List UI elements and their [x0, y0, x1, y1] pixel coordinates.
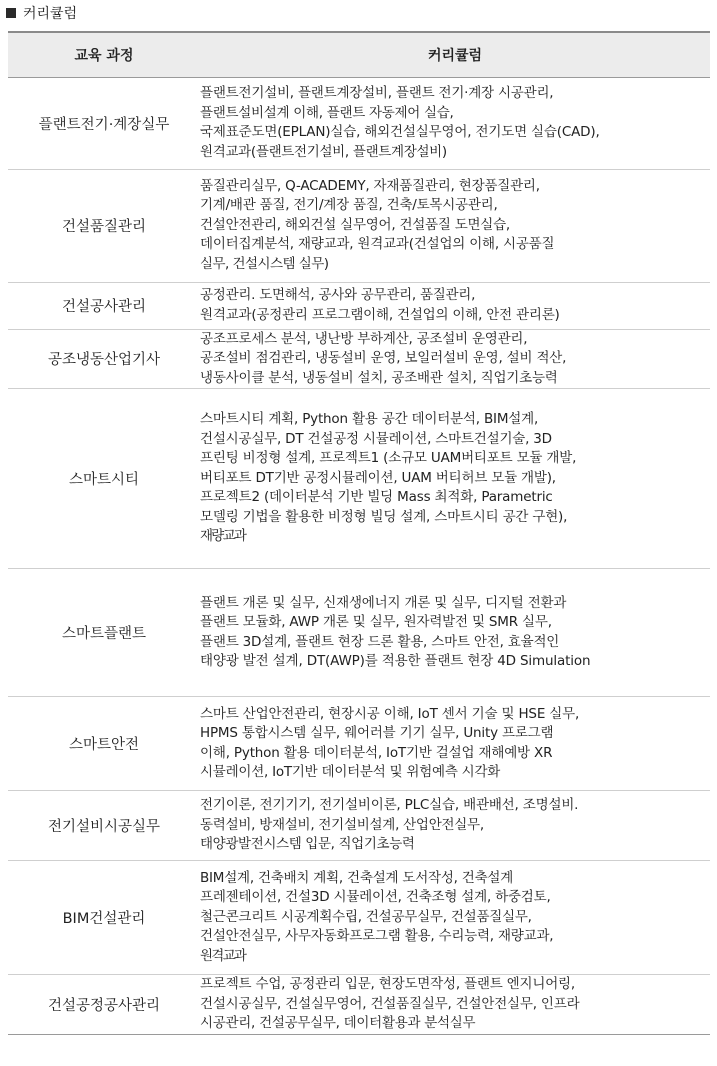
curriculum-cell: [200, 169, 710, 282]
curriculum-line: 버티포트 DT기반 공정시뮬레이션, UAM 버티허브 모듈 개발),: [200, 469, 556, 486]
curriculum-line: 품질관리실무, Q-ACADEMY, 자재품질관리, 현장품질관리,: [200, 177, 540, 194]
curriculum-line: 시공관리, 건설공무실무, 데이터활용과 분석실무: [200, 1015, 476, 1031]
curriculum-line: 스마트 산업안전관리, 현장시공 이해, IoT 센서 기술 및 HSE 실무,: [200, 705, 580, 722]
course-name: 건설품질관리: [8, 169, 200, 282]
course-name: 스마트플랜트: [8, 569, 200, 697]
curriculum-line: 이해, Python 활용 데이터분석, IoT기반 걸설업 재해예방 XR: [200, 744, 553, 761]
table-row: [8, 861, 710, 975]
curriculum-line: 원격교과(공정관리 프로그램이해, 건설업의 이해, 안전 관리론): [200, 306, 560, 323]
curriculum-line: 프레젠테이션, 건설3D 시뮬레이션, 건축조형 설계, 하중검토,: [200, 889, 551, 906]
course-name: 공조냉동산업기사: [8, 329, 200, 389]
curriculum-line: 플랜트 개론 및 실무, 신재생에너지 개론 및 실무, 디지털 전환과: [200, 594, 567, 611]
curriculum-line: BIM설계, 건축배치 계획, 건축설계 도서작성, 건축설계: [200, 869, 514, 886]
course-name: 플랜트전기·계장실무: [8, 77, 200, 169]
curriculum-line: 플랜트 3D설계, 플랜트 현장 드론 활용, 스마트 안전, 효율적인: [200, 633, 560, 650]
curriculum-line: 공조프로세스 분석, 냉난방 부하계산, 공조설비 운영관리,: [200, 330, 528, 347]
curriculum-line: 냉동사이클 분석, 냉동설비 설치, 공조배관 설치, 직업기초능력: [200, 369, 558, 386]
curriculum-cell: [200, 791, 710, 861]
curriculum-cell: [200, 282, 710, 329]
curriculum-line: 원격교과: [200, 947, 246, 964]
curriculum-table: [8, 31, 710, 1035]
curriculum-line: 건설시공실무, DT 건설공정 시뮬레이션, 스마트건설기술, 3D: [200, 430, 552, 447]
course-name: 스마트시티: [8, 389, 200, 569]
curriculum-line: 동력설비, 방재설비, 전기설비설계, 산업안전실무,: [200, 816, 484, 833]
curriculum-line: 플랜트설비설계 이해, 플랜트 자동제어 실습,: [200, 104, 454, 121]
curriculum-line: 국제표준도면(EPLAN)실습, 해외건설실무영어, 전기도면 실습(CAD),: [200, 124, 600, 140]
table-row: [8, 975, 710, 1035]
table-row: [8, 282, 710, 329]
curriculum-line: 태양광 발전 설계, DT(AWP)를 적용한 플랜트 현장 4D Simulation: [200, 653, 591, 669]
table-row: [8, 569, 710, 697]
curriculum-line: 플랜트 모듈화, AWP 개론 및 실무, 원자력발전 및 SMR 실무,: [200, 614, 552, 630]
curriculum-line: 태양광발전시스템 입문, 직업기초능력: [200, 836, 415, 853]
curriculum-line: 건설안전실무, 사무자동화프로그램 활용, 수리능력, 재량교과,: [200, 928, 554, 945]
curriculum-line: 공조설비 점검관리, 냉동설비 운영, 보일러설비 운영, 설비 적산,: [200, 350, 567, 366]
course-name: 건설공정공사관리: [8, 975, 200, 1035]
curriculum-cell: [200, 569, 710, 697]
course-name: 건설공사관리: [8, 282, 200, 329]
curriculum-line: HPMS 통합시스템 실무, 웨어러블 기기 실무, Unity 프로그램: [200, 725, 554, 741]
curriculum-line: 재량교과: [200, 528, 246, 545]
curriculum-line: 프린팅 비정형 설계, 프로젝트1 (소규모 UAM버티포트 모듈 개발,: [200, 450, 577, 467]
curriculum-line: 시뮬레이션, IoT기반 데이터분석 및 위험예측 시각화: [200, 764, 501, 780]
table-row: [8, 77, 710, 169]
table-row: [8, 169, 710, 282]
course-name: 스마트안전: [8, 697, 200, 791]
curriculum-line: 전기이론, 전기기기, 전기설비이론, PLC실습, 배관배선, 조명설비.: [200, 797, 579, 814]
square-bullet-icon: [6, 8, 16, 18]
section-title: 커리큘럼: [23, 6, 78, 22]
table-header-row: [8, 32, 710, 77]
curriculum-cell: [200, 77, 710, 169]
curriculum-cell: [200, 975, 710, 1035]
table-row: [8, 329, 710, 389]
curriculum-line: 플랜트전기설비, 플랜트계장설비, 플랜트 전기·계장 시공관리,: [200, 85, 554, 101]
curriculum-line: 실무, 건설시스템 실무): [200, 255, 329, 272]
section-heading: [6, 2, 77, 24]
curriculum-cell: [200, 329, 710, 389]
curriculum-line: 공정관리. 도면해석, 공사와 공무관리, 품질관리,: [200, 287, 476, 303]
curriculum-line: 원격교과(플랜트전기설비, 플랜트계장설비): [200, 143, 447, 160]
curriculum-cell: [200, 697, 710, 791]
curriculum-line: 모델링 기법을 활용한 비정형 빌딩 설계, 스마트시티 공간 구현),: [200, 508, 568, 525]
curriculum-line: 철근콘크리트 시공계획수립, 건설공무실무, 건설품질실무,: [200, 908, 532, 925]
header-course: 교육 과정: [8, 32, 200, 77]
curriculum-line: 스마트시티 계획, Python 활용 공간 데이터분석, BIM설계,: [200, 411, 539, 428]
curriculum-cell: [200, 389, 710, 569]
table-row: [8, 697, 710, 791]
curriculum-line: 프로젝트 수업, 공정관리 입문, 현장도면작성, 플랜트 엔지니어링,: [200, 976, 575, 992]
curriculum-line: 건설안전관리, 해외건설 실무영어, 건설품질 도면실습,: [200, 216, 510, 233]
course-name: 전기설비시공실무: [8, 791, 200, 861]
curriculum-line: 건설시공실무, 건설실무영어, 건설품질실무, 건설안전실무, 인프라: [200, 995, 580, 1012]
table-row: [8, 791, 710, 861]
curriculum-line: 기계/배관 품질, 전기/계장 품질, 건축/토목시공관리,: [200, 197, 498, 214]
table-row: [8, 389, 710, 569]
curriculum-cell: [200, 861, 710, 975]
course-name: BIM건설관리: [8, 861, 200, 975]
curriculum-line: 프로젝트2 (데이터분석 기반 빌딩 Mass 최적화, Parametric: [200, 489, 553, 506]
curriculum-line: 데이터집계분석, 재량교과, 원격교과(건설업의 이해, 시공품질: [200, 236, 555, 253]
header-curriculum: 커리큘럼: [200, 32, 710, 77]
